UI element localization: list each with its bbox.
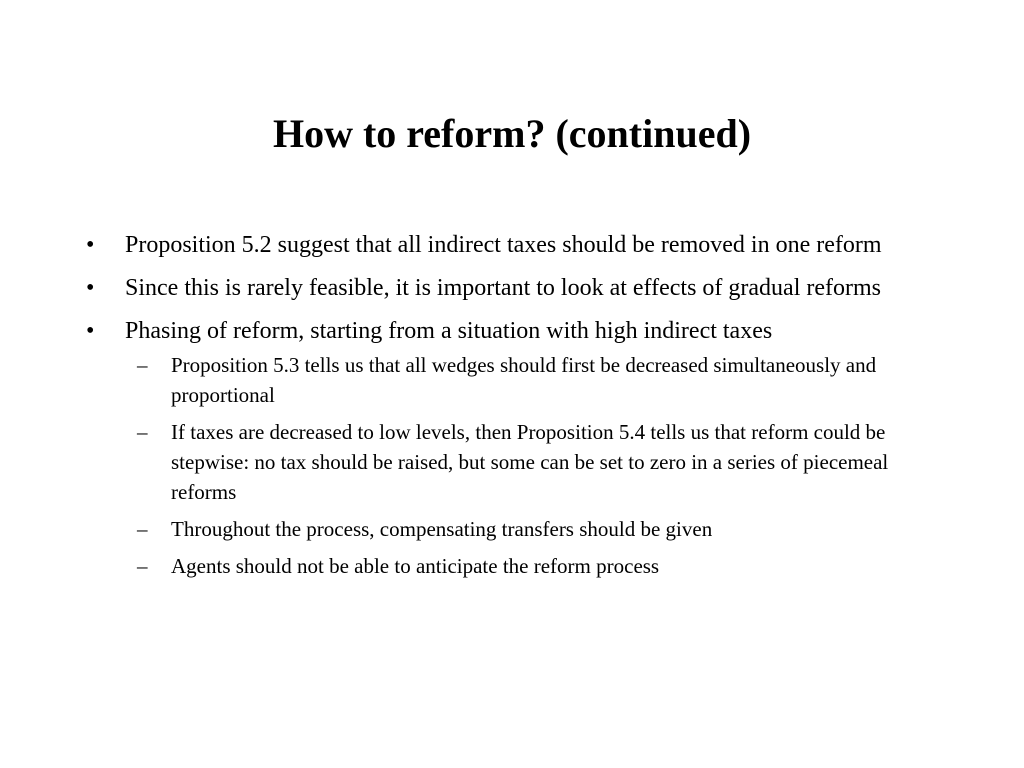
sub-bullet-text: If taxes are decreased to low levels, then Proposition 5.4 tells us that reform could be stepwise: no tax should be raised, but some can be set to zero in a series of piecemeal reforms (171, 420, 889, 504)
bullet-marker: • (86, 275, 95, 301)
bullet-item (0, 315, 1024, 347)
bullet-marker: • (86, 318, 95, 344)
bullet-text: Phasing of reform, starting from a situation with high indirect taxes (125, 318, 773, 344)
bullet-item (0, 272, 1024, 304)
sub-bullet-text: Proposition 5.3 tells us that all wedges should first be decreased simultaneously and proportional (171, 353, 877, 407)
sub-bullet-text: Throughout the process, compensating transfers should be given (171, 517, 713, 541)
slide-content (0, 229, 1024, 588)
sub-bullet-text: Agents should not be able to anticipate the reform process (171, 554, 660, 578)
bullet-text: Since this is rarely feasible, it is important to look at effects of gradual reforms (125, 275, 882, 301)
sub-bullet-marker: – (137, 554, 148, 578)
slide-title: How to reform? (continued) (272, 111, 752, 156)
bullet-marker: • (86, 232, 95, 258)
sub-bullet-list (0, 350, 1024, 581)
sub-bullet-item (0, 514, 1024, 544)
bullet-text: Proposition 5.2 suggest that all indirect taxes should be removed in one reform (125, 232, 882, 258)
sub-bullet-item (0, 350, 1024, 410)
sub-bullet-item (0, 417, 1024, 507)
sub-bullet-marker: – (137, 517, 148, 541)
bullet-item (0, 229, 1024, 261)
sub-bullet-item (0, 551, 1024, 581)
sub-bullet-marker: – (137, 353, 148, 377)
sub-bullet-marker: – (137, 420, 148, 444)
